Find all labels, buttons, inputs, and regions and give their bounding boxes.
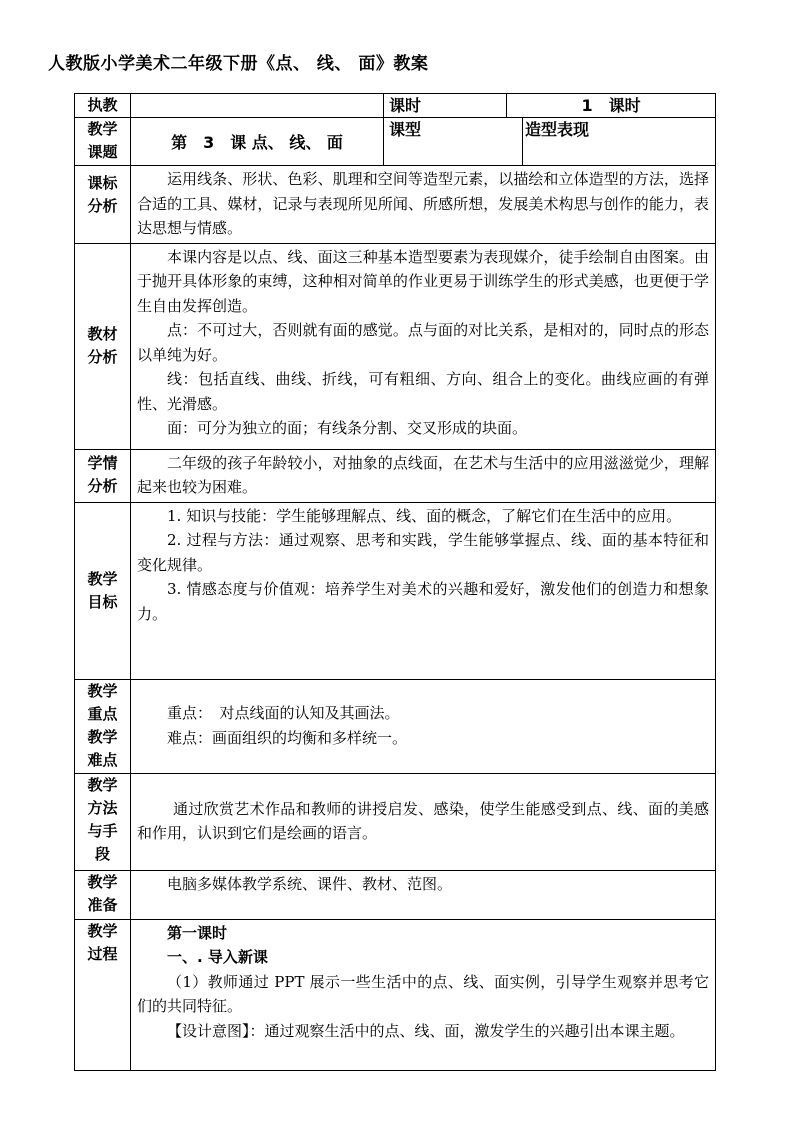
topic-row [75,118,716,166]
teacher-value [131,94,384,118]
standards-content [131,166,716,244]
keypoints-content [131,679,716,773]
process-row [75,919,716,1070]
lesson-plan-table [74,93,716,1071]
header-row [75,94,716,118]
methods-content [131,773,716,870]
design-intent-paragraph: 【设计意图】：通过观察生活中的点、线、面，激发学生的兴趣引出本课主题。 [167,1021,685,1040]
lesson-heading: 第一课时 [167,923,228,942]
methods-row [75,773,716,870]
step-heading: 一、. 导入新课 [167,948,268,966]
goals-row [75,502,716,679]
standards-row [75,166,716,244]
process-content [131,919,716,1070]
students-paragraph: 二年级的孩子年龄较小，对抽象的点线面，在艺术与生活中的应用滋滋觉少，理解起来也较为困难。 [137,453,710,496]
topic-label: 教学 课题 [75,118,131,166]
material-paragraph: 线：包括直线、曲线、折线，可有粗细、方向、组合上的变化。曲线应画的有弹性、光滑感。 [137,370,710,413]
methods-paragraph: 通过欣赏艺术作品和教师的讲授启发、感染，使学生能感受到点、线、面的美感和作用，认识到它们是绘画的语言。 [137,799,710,842]
difficult-point: 难点：画面组织的均衡和多样统一。 [167,728,408,747]
material-paragraph: 本课内容是以点、线、面这三种基本造型要素为表现媒介，徒手绘制自由图案。由于抛开具体形象的束缚，这种相对简单的作业更易于训练学生的形式美感，也更便于学生自由发挥创造。 [137,247,710,315]
standards-label: 课标 分析 [75,166,131,244]
students-content [131,449,716,502]
preparation-label: 教学 准备 [75,870,131,919]
teacher-label: 执教 [75,94,131,118]
preparation-paragraph: 电脑多媒体教学系统、课件、教材、范图。 [167,874,453,893]
material-paragraph: 点：不可过大，否则就有面的感觉。点与面的对比关系，是相对的，同时点的形态以单纯为好。 [137,321,710,364]
process-label: 教学 过程 [75,919,131,1070]
hours-label: 课时 [384,94,507,118]
standards-paragraph: 运用线条、形状、色彩、肌理和空间等造型元素，以描绘和立体造型的方法，选择合适的工具、媒材，记录与表现所见所闻、所感所想，发展美术构思与创作的能力，表达思想与情感。 [137,170,710,237]
key-point: 重点： 对点线面的认知及其画法。 [167,704,400,722]
process-paragraph: （1）教师通过 PPT 展示一些生活中的点、线、面实例，引导学生观察并思考它们的共同特征。 [137,972,710,1015]
material-paragraph: 面：可分为独立的面；有线条分割、交叉形成的块面。 [167,419,528,437]
goal-item: 2. 过程与方法：通过观察、思考和实践，学生能够掌握点、线、面的基本特征和变化规律。 [137,531,710,574]
keypoints-label: 教学 重点 教学 难点 [75,679,131,773]
preparation-content [131,870,716,919]
goals-content [131,502,716,679]
methods-label: 教学 方法 与手 段 [75,773,131,870]
goal-item: 1. 知识与技能：学生能够理解点、线、面的概念，了解它们在生活中的应用。 [167,506,682,525]
hours-value: 1 课时 [507,94,716,118]
type-value: 造型表现 [523,118,716,166]
type-label: 课型 [384,118,523,166]
keypoints-row [75,679,716,773]
students-label: 学情 分析 [75,449,131,502]
material-label: 教材 分析 [75,243,131,449]
students-row [75,449,716,502]
material-content [131,243,716,449]
goal-item: 3. 情感态度与价值观：培养学生对美术的兴趣和爱好，激发他们的创造力和想象力。 [137,580,710,623]
goals-label: 教学 目标 [75,502,131,679]
preparation-row [75,870,716,919]
material-row [75,243,716,449]
topic-value: 第 3 课 点、 线、 面 [131,118,384,166]
document-title: 人教版小学美术二年级下册《点、 线、 面》教案 [48,54,429,74]
